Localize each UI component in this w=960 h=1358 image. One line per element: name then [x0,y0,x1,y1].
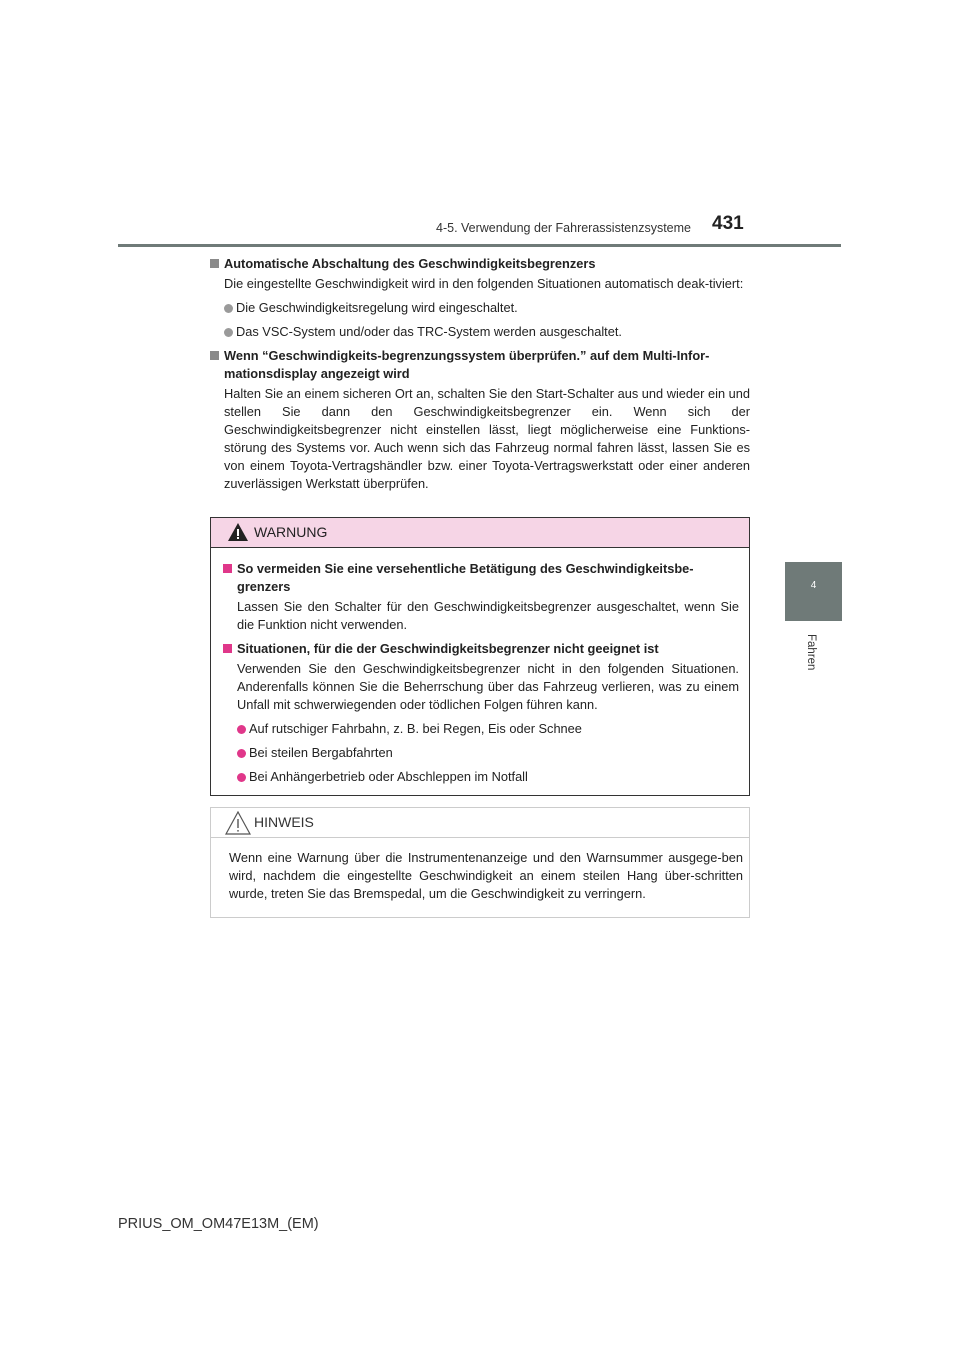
warning-box [210,517,750,796]
chapter-label: Fahren [805,634,817,671]
round-bullet-icon [224,304,233,313]
warning-title: WARNUNG [254,524,328,540]
document-code: PRIUS_OM_OM47E13M_(EM) [118,1216,319,1232]
square-bullet-icon [223,564,232,573]
chapter-tab[interactable] [785,562,842,621]
chapter-number: 4 [810,580,817,591]
list-item: Bei Anhängerbetrieb oder Abschleppen im Notfall [237,768,739,786]
list-item: Das VSC-System und/oder das TRC-System werden ausgeschaltet. [224,323,750,341]
note-header [211,808,749,838]
note-box [210,807,750,918]
warning-triangle-icon [227,522,249,542]
warning-header [211,518,749,548]
warning-item-text: Verwenden Sie den Geschwindigkeitsbegrenzer nicht in den folgenden Situationen. Anderenfalls können Sie die Beherrschung über das Fahrzeug verlieren, was zu einem Unfall mit schwerwiegenden oder tödlichen Folgen führen kann. [237,661,739,712]
round-bullet-icon [237,749,246,758]
header-divider [118,244,841,247]
caution-triangle-icon [225,811,251,835]
section-text: Halten Sie an einem sicheren Ort an, schalten Sie den Start-Schalter aus und wieder ein und stellen Sie dann den Geschwindigkeitsbegrenzer ein. Wenn sich der Geschwindigkeitsbegrenzer nicht einstellen lässt, liegt möglicherweise eine Funktions-störung des Systems vor. Auch wenn sich das Fahrzeug normal fahren lässt, lassen Sie es von einem Toyota-Vertragshändler bzw. einer Toyota-Vertragswerkstatt oder einer anderen zuverlässigen Werkstatt überprüfen. [224,386,750,491]
page-number: 431 [712,213,744,234]
square-bullet-icon [210,351,219,360]
section-heading: Wenn “Geschwindigkeits-begrenzungssystem überprüfen.” auf dem Multi-Infor-mationsdisplay angezeigt wird [210,347,750,383]
list-item: Auf rutschiger Fahrbahn, z. B. bei Regen, Eis oder Schnee [237,720,739,738]
main-content [210,255,750,493]
warning-body [223,560,739,786]
section-heading: Automatische Abschaltung des Geschwindigkeitsbegrenzers [210,255,750,273]
square-bullet-icon [223,644,232,653]
round-bullet-icon [224,328,233,337]
list-item: Die Geschwindigkeitsregelung wird eingeschaltet. [224,299,750,317]
warning-item-heading: So vermeiden Sie eine versehentliche Betätigung des Geschwindigkeitsbe-grenzers [223,560,739,596]
round-bullet-icon [237,773,246,782]
list-item: Bei steilen Bergabfahrten [237,744,739,762]
header-section-title: 4-5. Verwendung der Fahrerassistenzsysteme [436,221,691,235]
square-bullet-icon [210,259,219,268]
note-text: Wenn eine Warnung über die Instrumentenanzeige und den Warnsummer ausgege-ben wird, nachdem die eingestellte Geschwindigkeit an einem steilen Hang über-schritten wurde, treten Sie das Bremspedal, um die Geschwindigkeit zu verringern. [229,850,743,901]
section-text: Die eingestellte Geschwindigkeit wird in den folgenden Situationen automatisch deak-tiviert: [224,276,744,291]
warning-item-heading: Situationen, für die der Geschwindigkeitsbegrenzer nicht geeignet ist [223,640,739,658]
round-bullet-icon [237,725,246,734]
warning-item-text: Lassen Sie den Schalter für den Geschwindigkeitsbegrenzer ausgeschaltet, wenn Sie die Funktion nicht verwenden. [237,599,739,632]
note-title: HINWEIS [254,814,314,830]
